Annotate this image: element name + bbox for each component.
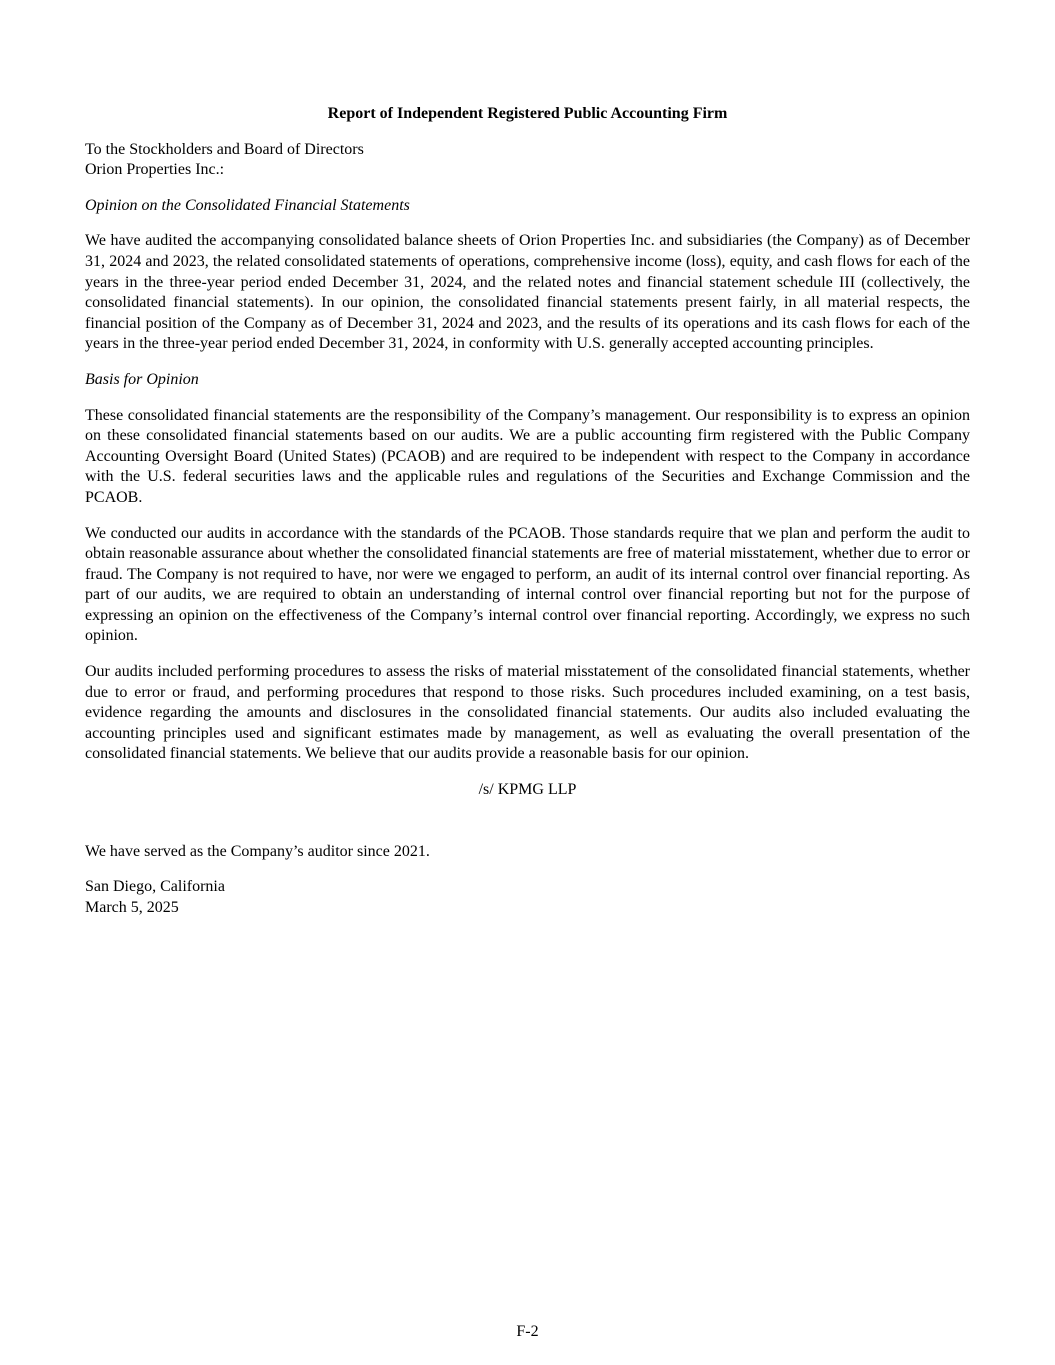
addressee-block (85, 140, 970, 181)
paragraph: These consolidated financial statements are the responsibility of the Company’s management. Our responsibility is to express an opinion on these consolidated financial statements based on our audits. We are a public accounting firm registered with the Public Company Accounting Oversight Board (United States) (PCAOB) and are required to be independent with respect to the Company in accordance with the U.S. federal securities laws and the applicable rules and regulations of the Securities and Exchange Commission and the PCAOB. (85, 406, 970, 506)
page-number: F-2 (516, 1323, 539, 1340)
auditor-tenure: We have served as the Company’s auditor since 2021. (85, 842, 430, 860)
report-location: San Diego, California (85, 878, 225, 896)
section-opinion (85, 196, 970, 355)
report-title: Report of Independent Registered Public Accounting Firm (327, 105, 728, 122)
addressee-line: To the Stockholders and Board of Directors (85, 140, 364, 158)
location-date-block (85, 877, 970, 918)
paragraph: We have audited the accompanying consolidated balance sheets of Orion Properties Inc. and subsidiaries (the Company) as of December 31, 2024 and 2023, the related consolidated statements of operations, comprehensive income (loss), equity, and cash flows for each of the years in the three-year period ended December 31, 2024, and the related notes and financial statement schedule III (collectively, the consolidated financial statements). In our opinion, the consolidated financial statements present fairly, in all material respects, the financial position of the Company as of December 31, 2024 and 2023, and the results of its operations and its cash flows for each of the years in the three-year period ended December 31, 2024, in conformity with U.S. generally accepted accounting principles. (85, 232, 970, 353)
section-basis-for-opinion (85, 370, 970, 765)
section-heading: Opinion on the Consolidated Financial Statements (85, 196, 410, 214)
paragraph: Our audits included performing procedures to assess the risks of material misstatement of the consolidated financial statements, whether due to error or fraud, and performing procedures that respond to those risks. Such procedures included examining, on a test basis, evidence regarding the amounts and disclosures in the consolidated financial statements. Our audits also included evaluating the accounting principles used and significant estimates made by management, as well as evaluating the overall presentation of the consolidated financial statements. We believe that our audits provide a reasonable basis for our opinion. (85, 663, 970, 763)
report-body (85, 104, 970, 918)
section-heading: Basis for Opinion (85, 370, 199, 388)
paragraph: We conducted our audits in accordance with the standards of the PCAOB. Those standards require that we plan and perform the audit to obtain reasonable assurance about whether the consolidated financial statements are free of material misstatement, whether due to error or fraud. The Company is not required to have, nor were we engaged to perform, an audit of its internal control over financial reporting. As part of our audits, we are required to obtain an understanding of internal control over financial reporting but not for the purpose of expressing an opinion on the effectiveness of the Company’s internal control over financial reporting. Accordingly, we express no such opinion. (85, 524, 970, 645)
report-date: March 5, 2025 (85, 898, 179, 916)
addressee-line: Orion Properties Inc.: (85, 161, 225, 179)
auditor-signature: /s/ KPMG LLP (478, 781, 577, 799)
